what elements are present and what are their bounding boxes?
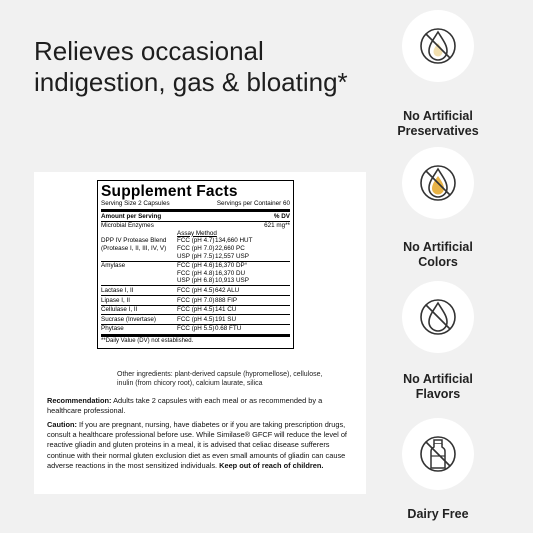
badge-no-flavors: [402, 281, 474, 353]
assay-method: FCC (pH 4.7): [177, 237, 215, 245]
dv-header: % DV: [273, 212, 290, 220]
assay-method: FCC (pH 4.6): [177, 262, 215, 270]
enzyme-value: 191 SU: [215, 315, 237, 323]
enzyme-name: Sucrase (Invertase): [101, 315, 156, 323]
dpp-subname: (Protease I, II, III, IV, V): [101, 244, 167, 252]
enzyme-value: 12,557 USP: [215, 252, 249, 260]
supplement-facts-panel: [97, 180, 294, 349]
badge-no-preservatives: [402, 10, 474, 82]
badge-label-dairy-free: Dairy Free: [407, 507, 469, 521]
assay-method: FCC (pH 7.0): [177, 296, 215, 304]
assay-method-heading: Assay Method: [177, 229, 217, 237]
caution-text: If you are pregnant, nursing, have diabetes or if you are taking prescription drugs, consult a healthcare professional before use. While Similase® GFCF will reduce the level of reactive gliadin and gluten proteins in a meal, it is advised that celiac disease sufferers continue with their normal gluten exclusion diet as even small amounts of gliadin can cause adverse reactions in the most sensitized individuals.: [47, 420, 347, 470]
dpp-name: DPP IV Protease Blend: [101, 237, 167, 245]
assay-method: FCC (pH 4.8): [177, 269, 215, 277]
assay-method: FCC (pH 4.5): [177, 306, 215, 314]
caution-label: Caution:: [47, 420, 77, 429]
enzyme-value: 642 ALU: [215, 286, 240, 294]
milk-bottle-icon: [418, 434, 458, 474]
no-flavors-drop-icon: [418, 297, 458, 337]
assay-method: FCC (pH 7.0): [177, 244, 215, 252]
enzyme-row: [101, 325, 290, 333]
divider: [101, 209, 290, 212]
microbial-label: Microbial Enzymes: [101, 222, 154, 230]
badge-label-preservatives: No Artificial Preservatives: [397, 109, 479, 138]
no-preservatives-drop-icon: [418, 26, 458, 66]
enzyme-value: 22,660 PC: [215, 244, 245, 252]
assay-method: FCC (pH 4.5): [177, 286, 215, 294]
recommendation-label: Recommendation:: [47, 396, 112, 405]
amylase-name: Amylase: [101, 262, 126, 270]
enzyme-value: 10,913 USP: [215, 277, 249, 285]
amylase-block: [101, 262, 290, 285]
assay-method: USP (pH 7.5): [177, 252, 215, 260]
enzyme-row: [101, 316, 290, 324]
amount-header-row: [101, 213, 290, 221]
caution: [47, 420, 359, 471]
enzyme-name: Lactase I, II: [101, 286, 134, 294]
serving-row: [101, 200, 290, 208]
caution-bold-tail: Keep out of reach of children.: [219, 460, 324, 470]
dv-footnote: **Daily Value (DV) not established.: [101, 337, 194, 344]
no-colors-drop-icon: [418, 163, 458, 203]
enzyme-value: 0.68 FTU: [215, 325, 242, 333]
assay-method: FCC (pH 5.5): [177, 325, 215, 333]
enzyme-name: Lipase I, II: [101, 296, 131, 304]
enzyme-value: 141 CU: [215, 306, 237, 314]
enzyme-row: [101, 287, 290, 295]
enzyme-value: 16,370 DP°: [215, 262, 248, 270]
enzyme-name: Phytase: [101, 325, 124, 333]
enzyme-row: [101, 297, 290, 305]
badge-label-flavors: No Artificial Flavors: [403, 372, 473, 401]
enzyme-value: 16,370 DU: [215, 269, 246, 277]
serving-size: Serving Size 2 Capsules: [101, 200, 170, 207]
product-label: [34, 172, 366, 494]
facts-title: Supplement Facts: [101, 183, 238, 200]
microbial-row: [101, 222, 290, 230]
badge-no-colors: [402, 147, 474, 219]
amount-header: Amount per Serving: [101, 212, 162, 220]
enzyme-value: 888 FIP: [215, 296, 238, 304]
other-ingredients: Other ingredients: plant-derived capsule (hypromellose), cellulose, inulin (from chicory root), calcium laurate, silica: [117, 371, 323, 388]
divider: [101, 334, 290, 337]
single-enzyme-rows: [101, 285, 290, 332]
recommendation-text: Adults take 2 capsules with each meal or as recommended by a healthcare professional.: [47, 396, 323, 416]
enzyme-row: [101, 306, 290, 314]
recommendation: [47, 396, 357, 416]
enzyme-value: 134,660 HUT: [215, 237, 253, 245]
enzyme-name: Cellulase I, II: [101, 306, 138, 314]
headline: Relieves occasional indigestion, gas & bloating*: [34, 36, 348, 97]
microbial-value: 621 mg**: [264, 222, 290, 230]
assay-method: USP (pH 6.8): [177, 277, 215, 285]
badge-label-colors: No Artificial Colors: [403, 240, 473, 269]
badge-dairy-free: [402, 418, 474, 490]
servings-per-container: Servings per Container 60: [216, 200, 290, 207]
assay-method: FCC (pH 4.5): [177, 315, 215, 323]
dpp-block: [101, 237, 290, 260]
